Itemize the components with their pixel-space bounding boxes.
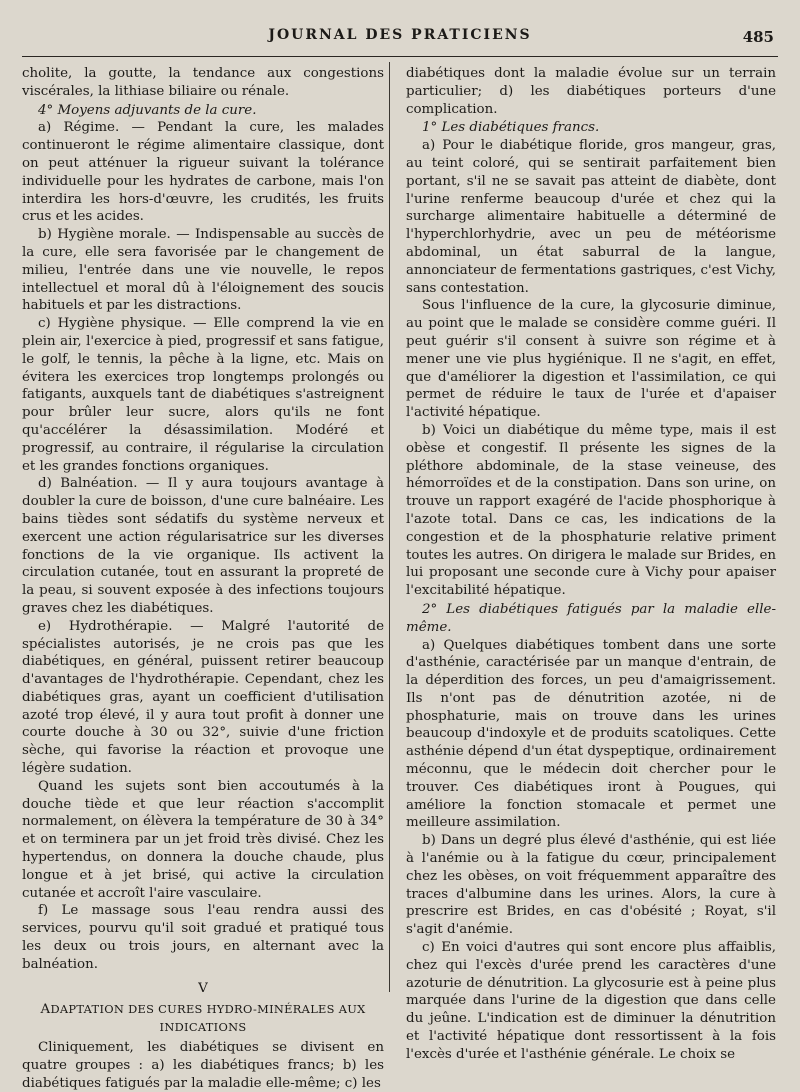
- paragraph: f) Le massage sous l'eau rendra aussi des services, pourvu qu'il soit gradué et pratiqué tous les deux ou trois jours, en alternant avec la balnéation.: [22, 903, 384, 972]
- paragraph: Quand les sujets sont bien accoutumés à la douche tiède et que leur réaction s'accomplit normalement, on élèvera la température de 30 à 34° et on terminera par un jet froid très divisé. Chez les hypertendus, on donnera la douche chaude, plus longue et à jet brisé, qui active la circulation cutanée et accroît l'aire vasculaire.: [22, 778, 384, 901]
- paragraph: c) En voici d'autres qui sont encore plus affaiblis, chez qui l'excès d'urée prend les caractères d'une azoturie de dénutrition. La glycosurie est à peine plus marquée dans l'urine de la digestion que dans celle du jeûne. L'indication est de diminuer la dénutrition et l'activité hépatique dont ressortissent à la fois l'excès d'urée et l'asthénie générale. Le choix se: [406, 940, 776, 1062]
- paragraph: b) Hygiène morale. — Indispensable au succès de la cure, elle sera favorisée par le changement de milieu, l'entrée dans une vie nouvelle, le repos intellectuel et moral dû à l'éloignement des soucis habituels et par les distractions.: [22, 227, 384, 314]
- paragraph: a) Quelques diabétiques tombent dans une sorte d'asthénie, caractérisée par un manque d'entrain, de la déperdition des forces, un peu d'amaigrissement. Ils n'ont pas de dénutrition azotée, ni de phosphaturie, mais on trouve dans les urines beaucoup d'indoxyle et de produits scatoliques. Cette asthénie dépend d'un état dyspeptique, ordinairement méconnu, que le médecin doit chercher pour le trouver. Ces diabétiques iront à Pougues, qui améliore la fonction stomacale et permet une meilleure assimilation.: [406, 637, 776, 831]
- subsection-title: 4° Moyens adjuvants de la cure.: [38, 102, 257, 118]
- left-column: [22, 65, 384, 1092]
- journal-title: JOURNAL DES PRATICIENS: [268, 27, 532, 43]
- page-number: 485: [742, 28, 774, 46]
- right-column: [406, 65, 776, 1064]
- paragraph: diabétiques dont la maladie évolue sur un terrain particulier; d) les diabétiques porteurs d'une complication.: [406, 66, 776, 117]
- subsection-title: 2° Les diabétiques fatigués par la maladie elle-même.: [406, 601, 776, 635]
- paragraph: d) Balnéation. — Il y aura toujours avantage à doubler la cure de boisson, d'une cure balnéaire. Les bains tièdes sont sédatifs du système nerveux et exercent une action régularisatrice sur les diverses fonctions de la vie organique. Ils activent la circulation cutanée, tout en assurant la propreté de la peau, si souvent exposée à des infections toujours graves chez les diabétiques.: [22, 476, 384, 616]
- paragraph: b) Dans un degré plus élevé d'asthénie, qui est liée à l'anémie ou à la fatigue du cœur, principalement chez les obèses, on voit fréquemment apparaître des traces d'albumine dans les urines. Alors, la cure à prescrire est Brides, en cas d'obésité ; Royat, s'il s'agit d'anémie.: [406, 833, 776, 938]
- page-header: [22, 14, 778, 57]
- column-divider: [389, 62, 390, 992]
- subsection-title: 1° Les diabétiques francs.: [422, 120, 600, 136]
- paragraph: cholite, la goutte, la tendance aux congestions viscérales, la lithiase biliaire ou rénale.: [22, 66, 384, 99]
- paragraph: b) Voici un diabétique du même type, mais il est obèse et congestif. Il présente les signes de la pléthore abdominale, de la stase veineuse, des hémorroïdes et de la constipation. Dans son urine, on trouve un rapport exagéré de l'acide phosphorique à l'azote total. Dans ce cas, les indications de la congestion et de la phosphaturie relative priment toutes les autres. On dirigera le malade sur Brides, en lui proposant une seconde cure à Vichy pour apaiser l'excitabilité hépatique.: [406, 422, 776, 599]
- paragraph: a) Pour le diabétique floride, gros mangeur, gras, au teint coloré, qui se sentirait parfaitement bien portant, s'il ne se savait pas atteint de diabète, dont l'urine renferme beaucoup d'urée et chez qui la surcharge alimentaire habituelle a déterminé de l'hyperchlorhydrie, avec un peu de météorisme abdominal, un état saburral de la langue, annonciateur de fermentations gastriques, c'est Vichy, sans contestation.: [406, 138, 776, 296]
- paragraph: a) Régime. — Pendant la cure, les malades continueront le régime alimentaire classique, dont on peut atténuer la rigueur suivant la tolérance individuelle pour les hydrates de carbone, mais l'on interdira les hors-d'œuvre, les crudités, les fruits crus et les acides.: [22, 120, 384, 225]
- paragraph: Sous l'influence de la cure, la glycosurie diminue, au point que le malade se considère comme guéri. Il peut guérir s'il consent à suivre son régime et à mener une vie plus hygiénique. Il ne s'agit, en effet, que d'améliorer la digestion et l'assimilation, ce qui permet de réduire le taux de l'urée et d'apaiser l'activité hépatique.: [406, 298, 776, 421]
- paragraph: Cliniquement, les diabétiques se divisent en quatre groupes : a) les diabétiques francs; b) les diabétiques fatigués par la maladie elle-même; c) les: [22, 1040, 384, 1091]
- paragraph: e) Hydrothérapie. — Malgré l'autorité de spécialistes autorisés, je ne crois pas que les diabétiques, en général, puissent retirer beaucoup d'avantages de l'hydrothérapie. Cependant, chez les diabétiques gras, ayant un coefficient d'utilisation azoté trop élevé, il y aura tout profit à donner une courte douche à 30 ou 32°, suivie d'une friction sèche, qui favorise la réaction et provoque une légère sudation.: [22, 618, 384, 777]
- paragraph: c) Hygiène physique. — Elle comprend la vie en plein air, l'exercice à pied, progressif et sans fatigue, le golf, le tennis, la pêche à la ligne, etc. Mais on évitera les exercices trop longtemps prolongés ou fatigants, auxquels tant de diabétiques s'astreignent pour brûler leur sucre, alors qu'ils ne font qu'accélérer la désassimilation. Modéré et progressif, au contraire, il régularise la circulation et les grandes fonctions organiques.: [22, 316, 384, 474]
- section-heading: ADAPTATION DES CURES HYDRO-MINÉRALES AUX INDICATIONS: [40, 1002, 366, 1035]
- section-number: V: [198, 980, 208, 996]
